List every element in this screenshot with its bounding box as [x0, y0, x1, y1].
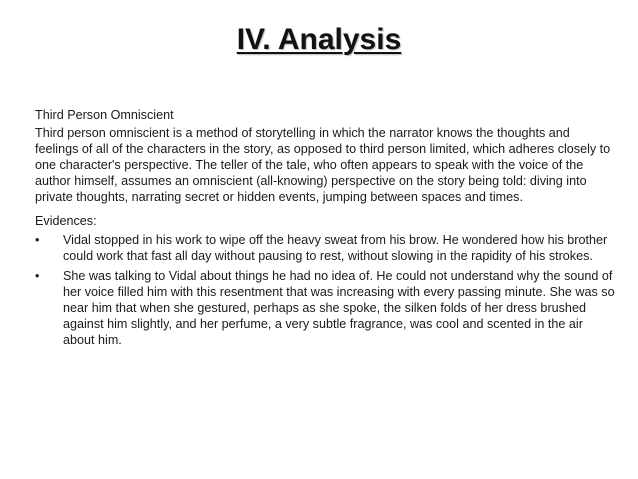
bullet-icon: •	[35, 269, 40, 284]
definition-paragraph: Third person omniscient is a method of storytelling in which the narrator knows the thoughts and feelings of all of the characters in the story, as opposed to third person limited, which adheres closely to one character's perspective. The teller of the tale, who often appears to speak with the voice of the author himself, assumes an omniscient (all-knowing) perspective on the story being told: diving into private thoughts, narrating secret or hidden events, jumping between spaces and times.	[35, 125, 611, 204]
bullet-icon: •	[35, 233, 40, 248]
evidence-text: Vidal stopped in his work to wipe off the heavy sweat from his brow. He wondered how his brother could work that fast all day without pausing to rest, without slowing in the rapidity of his strokes.	[63, 233, 608, 264]
evidence-text: She was talking to Vidal about things he had no idea of. He could not understand why the sound of her voice filled him with this resentment that was increasing with every passing minute. She was so near him that when she gestured, perhaps as she spoke, the silken folds of her dress brushed against him slightly, and her perfume, a very subtle fragrance, was cool and scented in the air about him.	[63, 269, 615, 347]
evidence-item	[35, 269, 615, 349]
evidence-item	[35, 233, 615, 265]
slide-content	[35, 108, 615, 353]
slide-title: IV. Analysis	[236, 23, 402, 56]
subheading: Third Person Omniscient	[35, 108, 174, 122]
evidence-list	[35, 233, 615, 348]
evidences-label: Evidences:	[35, 214, 97, 229]
